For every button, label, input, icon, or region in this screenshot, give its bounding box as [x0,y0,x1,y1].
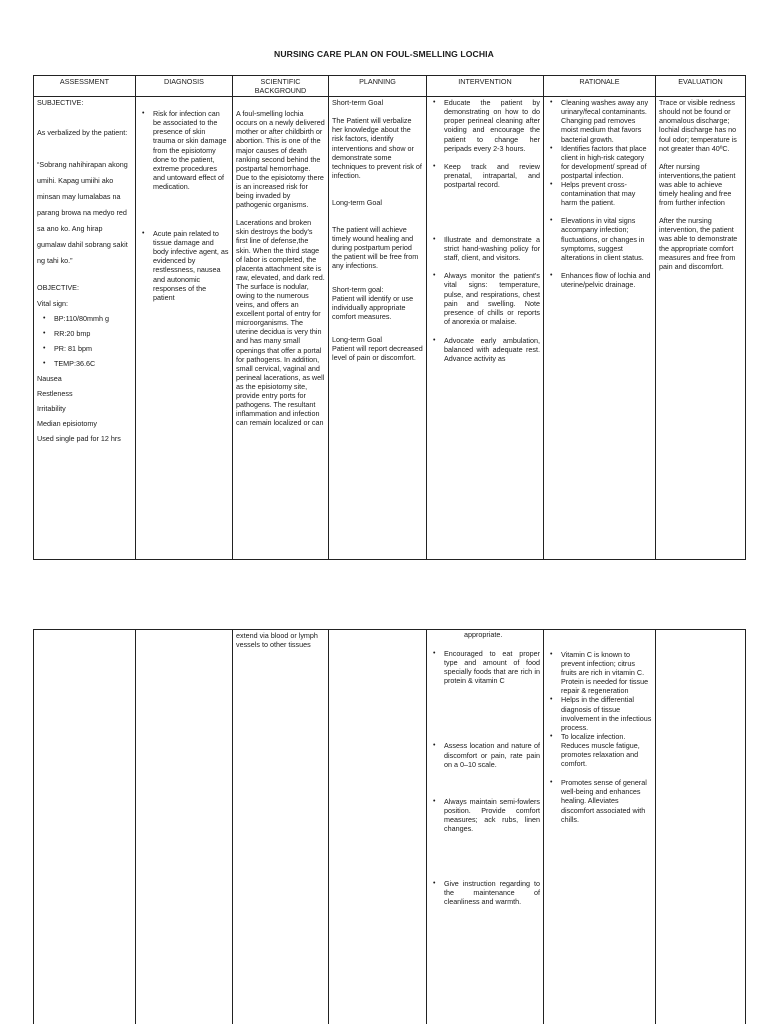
rationale-item: • Cleaning washes away any urinary/fecal contaminants. Changing pad removes moist medium that favors bacterial growth. [544,98,655,143]
long-term-goal-text: The patient will achieve timely wound healing and during postpartum period the patient will be free from any infections. [332,225,419,271]
planning-cell [329,97,427,560]
intervention-item: • Educate the patient by demonstrating on how to do proper perineal cleaning after voiding and encourage the patient to change her peripads every 2-3 hours. [427,98,543,153]
header-row [34,76,746,97]
scientific-background-cell [233,630,329,1024]
sci-bg-paragraph: Lacerations and broken skin destroys the body's first line of defense,the skin. When the third stage of labor is completed, the placenta attachment site is raw, elevated, and dark red. The surface is nodular, owing to the numerous veins, and offers an excellent portal of entry for microorganisms. The uterine decidua is very thin and has many small openings that offer a portal for pathogens. In addition, small cervical, vaginal and perineal lacerations, as well as the episiotomy site, provide entry ports for pathogens. The resultant inflammation and infection can remain localized or can [236,218,325,428]
rationale-item: • Identifies factors that place client in high-risk category for development/ spread of postpartal infection. [544,144,655,180]
finding-item: Used single pad for 12 hrs [37,434,121,444]
evaluation-paragraph: After nursing interventions,the patient was able to achieve timely healing and free from further infection [659,161,736,208]
intervention-cell [427,97,544,560]
objective-label: OBJECTIVE: [37,282,79,292]
scientific-background-cell [233,97,329,560]
table-row [34,97,746,560]
rationale-item: • Promotes sense of general well-being and enhances healing. Alleviates discomfort associated with chills. [544,778,655,823]
intervention-item: • Always maintain semi-fowlers position. Provide comfort measures; ack rubs, linen changes. [427,797,543,833]
header-assessment: ASSESSMENT [34,76,136,97]
rationale-item: • Elevations in vital signs accompany infection; fluctuations, or changes in symptoms, suggest alterations in client status. [544,216,655,261]
header-diagnosis: DIAGNOSIS [136,76,233,97]
diagnosis-cell [136,630,233,1024]
vitals-label: Vital sign: [37,299,69,308]
subjective-label: SUBJECTIVE: [37,98,84,108]
evaluation-cell [656,97,746,560]
intervention-item: • Advocate early ambulation, balanced with adequate rest. Advance activity as [427,336,543,363]
rationale-item: • Helps prevent cross-contamination that may harm the patient. [544,180,655,207]
intervention-cell [427,630,544,1024]
assessment-cell [34,97,136,560]
intervention-item: • Encouraged to eat proper type and amount of food specially foods that are rich in protein & vitamin C [427,649,543,685]
short-term-goal-text: Patient will identify or use individually appropriate comfort measures. [332,293,414,321]
sci-bg-paragraph: A foul-smelling lochia occurs on a newly delivered mother or after childbirth or abortion. This is one of the major causes of death ranking second behind the postpartal hemorrhage. Due to the episiotomy there is an increased risk for being invaded by pathogenic organisms. [236,109,325,210]
assessment-cell [34,630,136,1024]
vital-item: • BP:110/80mmh g [37,311,132,326]
short-term-goal-text: The Patient will verbalize her knowledge about the risk factors, identify interventions and show or demonstrate some techniques to prevent risk of infection. [332,116,422,180]
patient-quote: “Sobrang nahihirapan akong umihi. Kapag umiihi ako minsan may lumalabas na parang browa na medyo red sa ano ko. Ang hirap gumalaw dahil sobrang sakit ng tahi ko.” [37,159,128,265]
intervention-item: • Keep track and review prenatal, intrapartal, and postpartal record. [427,162,543,189]
diagnosis-item: • Risk for infection can be associated to the presence of skin trauma or skin damage from the episiotomy done to the patient, extreme procedures and untoward effect of medication. [136,109,232,191]
vital-item: • PR: 81 bpm [37,341,132,356]
short-term-goal-label: Short-term goal: [332,284,384,294]
finding-item: Irritability [37,404,66,414]
vital-item: • TEMP:36.6C [37,356,132,371]
header-evaluation: EVALUATION [656,76,746,97]
intervention-item: • Always monitor the patient's vital signs: temperature, pulse, and respirations, chest pain and swelling. Note presence of chills or reports of anorexia or malaise. [427,271,543,326]
rationale-cell [544,630,656,1024]
long-term-goal-label: Long-term Goal [332,334,382,344]
care-plan-table [33,75,746,560]
finding-item: Restleness [37,389,73,399]
short-term-goal-label: Short-term Goal [332,98,384,108]
diagnosis-item: • Acute pain related to tissue damage and body infective agent, as evidenced by restlessness, nausea and autonomic responses of the patient [136,229,232,302]
rationale-cell [544,97,656,560]
finding-item: Median episiotomy [37,419,97,429]
header-scientific-background [233,76,329,97]
intervention-item: • Illustrate and demonstrate a strict hand-washing policy for staff, client, and visitors. [427,235,543,262]
header-sci-line1: SCIENTIFIC [260,77,301,86]
vital-item: • RR:20 bmp [37,326,132,341]
planning-cell [329,630,427,1024]
intervention-continued: appropriate. [464,630,503,639]
finding-item: Nausea [37,374,62,384]
long-term-goal-label: Long-term Goal [332,197,382,207]
intervention-item: • Assess location and nature of discomfort or pain, rate pain on a 0–10 scale. [427,741,543,768]
long-term-goal-text: Patient will report decreased level of pain or discomfort. [332,343,423,363]
diagnosis-cell [136,97,233,560]
evaluation-cell [656,630,746,1024]
header-rationale: RATIONALE [544,76,656,97]
table-row [34,630,746,1024]
intervention-item: • Give instruction regarding to the maintenance of cleanliness and warmth. [427,879,543,906]
rationale-item: • Helps in the differential diagnosis of tissue involvement in the infectious process. [544,695,655,731]
care-plan-table-continued [33,629,746,1024]
verbalized-text: As verbalized by the patient: [37,127,128,137]
rationale-item: • Vitamin C is known to prevent infection; citrus fruits are rich in vitamin C. Protein is needed for tissue repair & regeneration [544,650,655,695]
evaluation-paragraph: After the nursing intervention, the patient was able to demonstrate the appropriate comfort measures and free from pain and discomfort. [659,216,738,271]
sci-bg-paragraph: extend via blood or lymph vessels to other tissues [236,631,318,650]
document-title: NURSING CARE PLAN ON FOUL-SMELLING LOCHIA [274,49,494,59]
header-intervention: INTERVENTION [427,76,544,97]
header-planning: PLANNING [329,76,427,97]
header-sci-line2: BACKGROUND [254,86,307,96]
evaluation-paragraph: Trace or visible redness should not be found or anomalous discharge; lochial discharge has no foul odor; temperature is not greater than 40ºC. [659,98,737,153]
rationale-item: • Enhances flow of lochia and uterine/pelvic drainage. [544,271,655,289]
rationale-item: • To localize infection. Reduces muscle fatigue, promotes relaxation and comfort. [544,732,655,768]
